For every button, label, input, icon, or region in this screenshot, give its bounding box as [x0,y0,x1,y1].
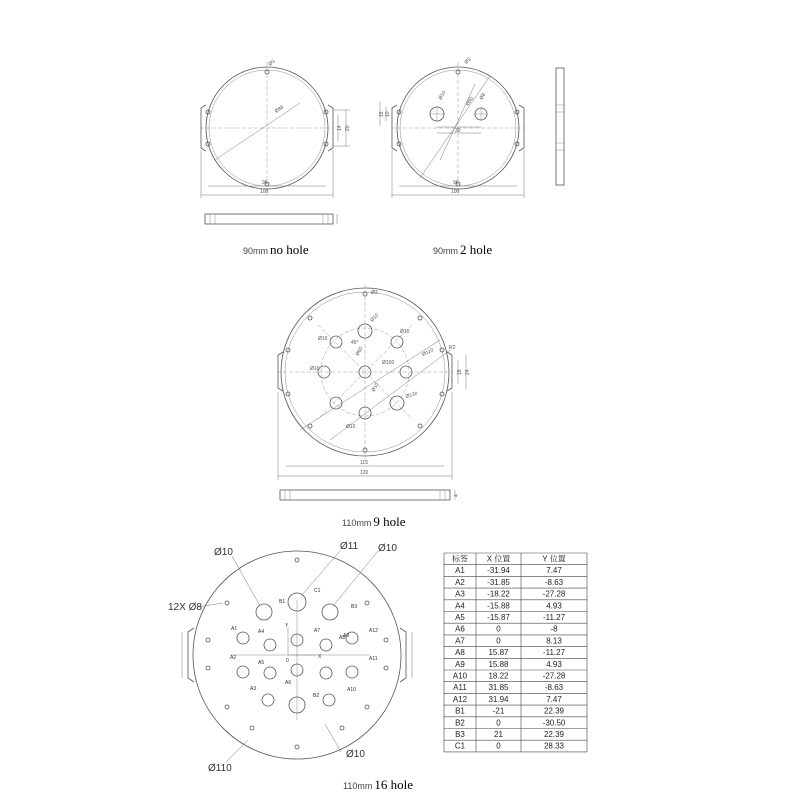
panel-sixteen-hole [168,541,413,792]
nine-hole-d2-dim: Ø10 [318,336,328,342]
table-cell: A2 [455,577,465,587]
nine-hole-hole-dim: Ø3 [371,290,378,296]
table-cell: 7.47 [546,566,562,576]
table-cell: -18.22 [487,589,510,599]
nine-hole-inner-circle-dim: Ø100 [382,360,395,366]
sixteen-hole-caption [343,777,413,792]
no-hole-width2-dim: 100 [260,189,269,195]
table-cell: 4.93 [546,659,562,669]
nine-hole-d1-dim: Ø10 [369,312,381,324]
hole-label-a4: A4 [258,629,265,635]
table-cell: 4.93 [546,601,562,611]
panel-nine-hole [277,284,471,529]
hole-label-c1: C1 [314,588,321,594]
hole-label-a9: A9 [343,633,350,639]
table-cell: 22.39 [543,706,565,716]
nine-hole-r-dim: R2 [449,345,456,351]
two-hole-spacing-dim: 30 [455,128,461,134]
no-hole-top-view [200,59,351,198]
hole-label-b3: B3 [351,604,358,610]
no-hole-caption [243,242,309,257]
table-cell: A9 [455,659,465,669]
sixteen-hole-callout-top-mid: Ø11 [340,541,359,552]
table-cell: 31.94 [488,694,509,704]
panel-two-hole [379,57,564,257]
table-cell: A7 [455,636,465,646]
table-header-cell: Y 位置 [542,554,566,564]
hole-label-a5: A5 [258,660,265,666]
table-cell: A11 [453,683,467,693]
nine-hole-top-view [277,284,471,480]
hole-label-a1: A1 [231,626,238,632]
table-cell: -8 [550,624,558,634]
nine-hole-h2-dim: 24 [465,369,471,375]
nine-hole-width1-dim: 115 [360,460,368,466]
sixteen-hole-axis-x: X [318,654,322,660]
two-hole-h1-dim: 10 [385,111,391,117]
no-hole-caption-text: no hole [270,242,309,257]
table-cell: 0 [496,741,501,751]
table-header-cell: 标签 [452,554,468,564]
table-cell: -11.27 [542,613,566,622]
table-cell: -11.27 [542,648,566,658]
nine-hole-caption [342,514,406,529]
nine-hole-caption-text: 9 hole [373,514,406,529]
no-hole-hole-dim: Ø3 [267,58,277,68]
sixteen-hole-size-prefix: 110mm [343,781,373,791]
nine-hole-outer-dim: Ø110 [421,347,435,358]
sixteen-hole-labels [230,588,378,699]
sixteen-hole-callout-top-left: Ø10 [214,547,233,558]
hole-label-a10: A10 [347,687,356,693]
no-hole-height1-dim: 14 [337,125,343,131]
table-cell: -30.50 [542,718,566,728]
table-cell: A5 [455,613,465,622]
table-cell: -27.28 [542,671,566,681]
nine-hole-thickness-dim: 4 [454,494,460,497]
table-cell: C1 [454,741,466,751]
sixteen-hole-callout-top-right: Ø10 [378,543,397,554]
two-hole-top-view [379,57,525,198]
two-hole-h2-dim: 16 [379,111,385,117]
nine-hole-side-view [280,490,460,500]
hole-label-a7: A7 [314,628,321,634]
two-hole-d1-dim: Ø10 [437,89,448,101]
table-cell: 7.47 [546,694,562,704]
no-hole-size-prefix: 90mm [243,246,269,256]
table-cell: 21 [494,730,503,739]
table-cell: 15.87 [488,648,509,658]
no-hole-width1-dim: 96 [262,180,268,186]
table-cell: 8.13 [546,636,562,646]
two-hole-size-prefix: 90mm [433,246,459,256]
sixteen-hole-axis-y: Y [285,623,289,629]
hole-label-a11: A11 [369,656,378,662]
table-cell: A6 [455,624,465,634]
table-cell: A3 [455,589,465,599]
hole-coordinate-table [444,553,587,752]
hole-label-b1: B1 [279,599,286,605]
table-cell: 0 [496,624,501,634]
table-cell: -15.87 [487,613,510,622]
table-cell: B3 [455,730,465,739]
two-hole-side-view [556,68,564,185]
table-cell: -21 [492,706,505,716]
nine-hole-d4-dim: Ø10 [400,329,410,335]
table-cell: A12 [452,694,468,704]
no-hole-side-view [205,214,337,224]
table-cell: 28.33 [543,741,565,751]
two-hole-width2-dim: 100 [451,189,460,195]
table-cell: A4 [455,601,465,611]
sixteen-hole-callout-bottom-left: Ø110 [208,763,232,774]
table-cell: 22.39 [543,730,565,739]
nine-hole-d5-dim: Ø10 [370,381,381,393]
table-cell: A8 [455,648,465,658]
sixteen-hole-axis-origin: 0 [286,658,289,664]
sixteen-hole-callout-bottom-mid: Ø10 [346,749,365,760]
table-cell: -31.94 [487,566,510,576]
nine-hole-outer2-dim: Ø120 [404,390,419,400]
two-hole-diameter-dim: Ø90 [464,95,476,108]
nine-hole-bolt-circle-dim: Ø60 [354,345,365,357]
panel-no-hole [200,59,351,257]
nine-hole-h1-dim: 18 [457,369,463,375]
two-hole-d2-dim: Ø8 [478,92,488,101]
table-cell: -27.28 [542,589,566,599]
table-cell: -8.63 [544,683,564,693]
table-cell: 15.88 [488,659,509,669]
sixteen-hole-top-view [168,541,412,774]
nine-hole-d6-dim: Ø10 [346,424,356,430]
two-hole-caption-text: 2 hole [460,242,493,257]
two-hole-caption [433,242,492,257]
nine-hole-d3-dim: Ø10 [310,366,320,372]
hole-label-a6: A6 [285,680,292,686]
table-cell: B1 [455,706,465,716]
nine-hole-size-prefix: 110mm [342,518,372,528]
nine-hole-width2-dim: 120 [360,470,369,476]
hole-label-a2: A2 [230,655,237,661]
table-cell: 18.22 [488,671,509,681]
no-hole-diameter-dim: Ø88 [273,104,285,115]
table-header-cell: X 位置 [486,554,511,564]
table-cell: -15.88 [487,601,510,611]
table-cell: 31.85 [488,683,509,693]
hole-label-b2: B2 [313,693,320,699]
table-cell: -8.63 [544,577,564,587]
nine-hole-angle-dim: 45° [351,340,359,346]
table-cell: 0 [496,718,501,728]
sixteen-hole-callout-left: 12X Ø8 [168,602,202,613]
sixteen-hole-caption-text: 16 hole [374,777,413,792]
table-cell: -31.85 [487,577,510,587]
two-hole-hole-dim: Ø3 [463,56,473,66]
no-hole-height2-dim: 20 [345,125,351,131]
hole-label-a8: A8 [339,635,346,641]
two-hole-width1-dim: 96 [453,180,459,186]
table-cell: A10 [452,671,468,681]
table-cell: A1 [455,566,465,576]
table-cell: B2 [455,718,465,728]
table-cell: 0 [496,636,501,646]
hole-label-a3: A3 [250,686,257,692]
hole-label-a12: A12 [369,628,378,634]
